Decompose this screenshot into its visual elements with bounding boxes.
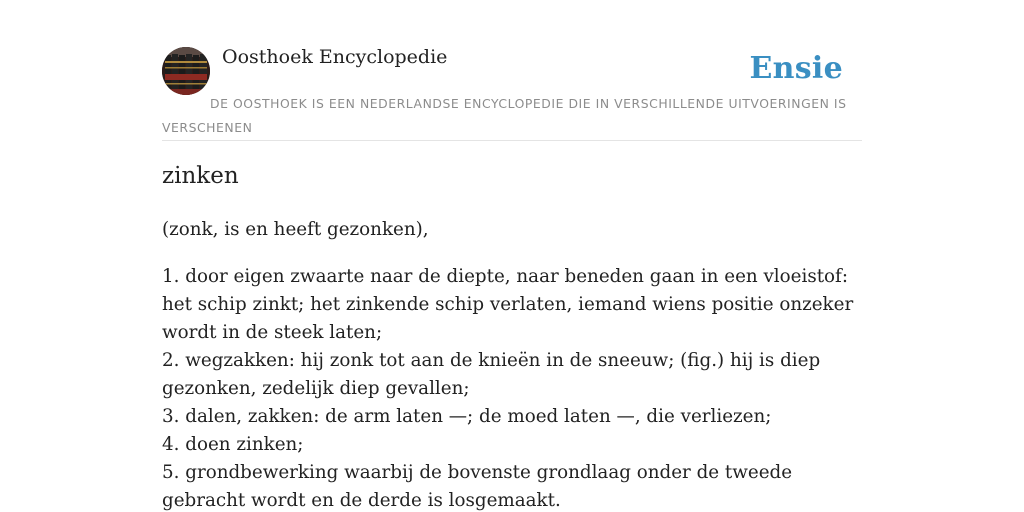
encyclopedia-books-icon[interactable] [162, 47, 210, 95]
definition-item: 4. doen zinken; [162, 434, 304, 455]
site-header [162, 0, 862, 141]
definition-item: 1. door eigen zwaarte naar de diepte, naar beneden gaan in een vloeistof: het schip zinkt; het zinkende schip verlaten, iemand wiens positie onzeker wordt in de steek laten; [162, 266, 854, 343]
entry-headword: zinken [162, 163, 239, 189]
definition-item: 5. grondbewerking waarbij de bovenste grondlaag onder de tweede gebracht wordt en de derde is losgemaakt. [162, 462, 793, 511]
entry-content [162, 216, 872, 512]
entry-conjugation: (zonk, is en heeft gezonken), [162, 219, 429, 240]
brand-logo[interactable]: Ensie [749, 51, 843, 86]
definition-item: 2. wegzakken: hij zonk tot aan de knieën in de sneeuw; (fig.) hij is diep gezonken, zedelijk diep gevallen; [162, 350, 821, 399]
definition-item: 3. dalen, zakken: de arm laten —; de moed laten —, die verliezen; [162, 406, 772, 427]
page [162, 0, 862, 512]
site-name[interactable]: Oosthoek Encyclopedie [222, 46, 448, 68]
site-tagline: DE OOSTHOEK IS EEN NEDERLANDSE ENCYCLOPEDIE DIE IN VERSCHILLENDE UITVOERINGEN IS VERSCHENEN [162, 96, 847, 135]
